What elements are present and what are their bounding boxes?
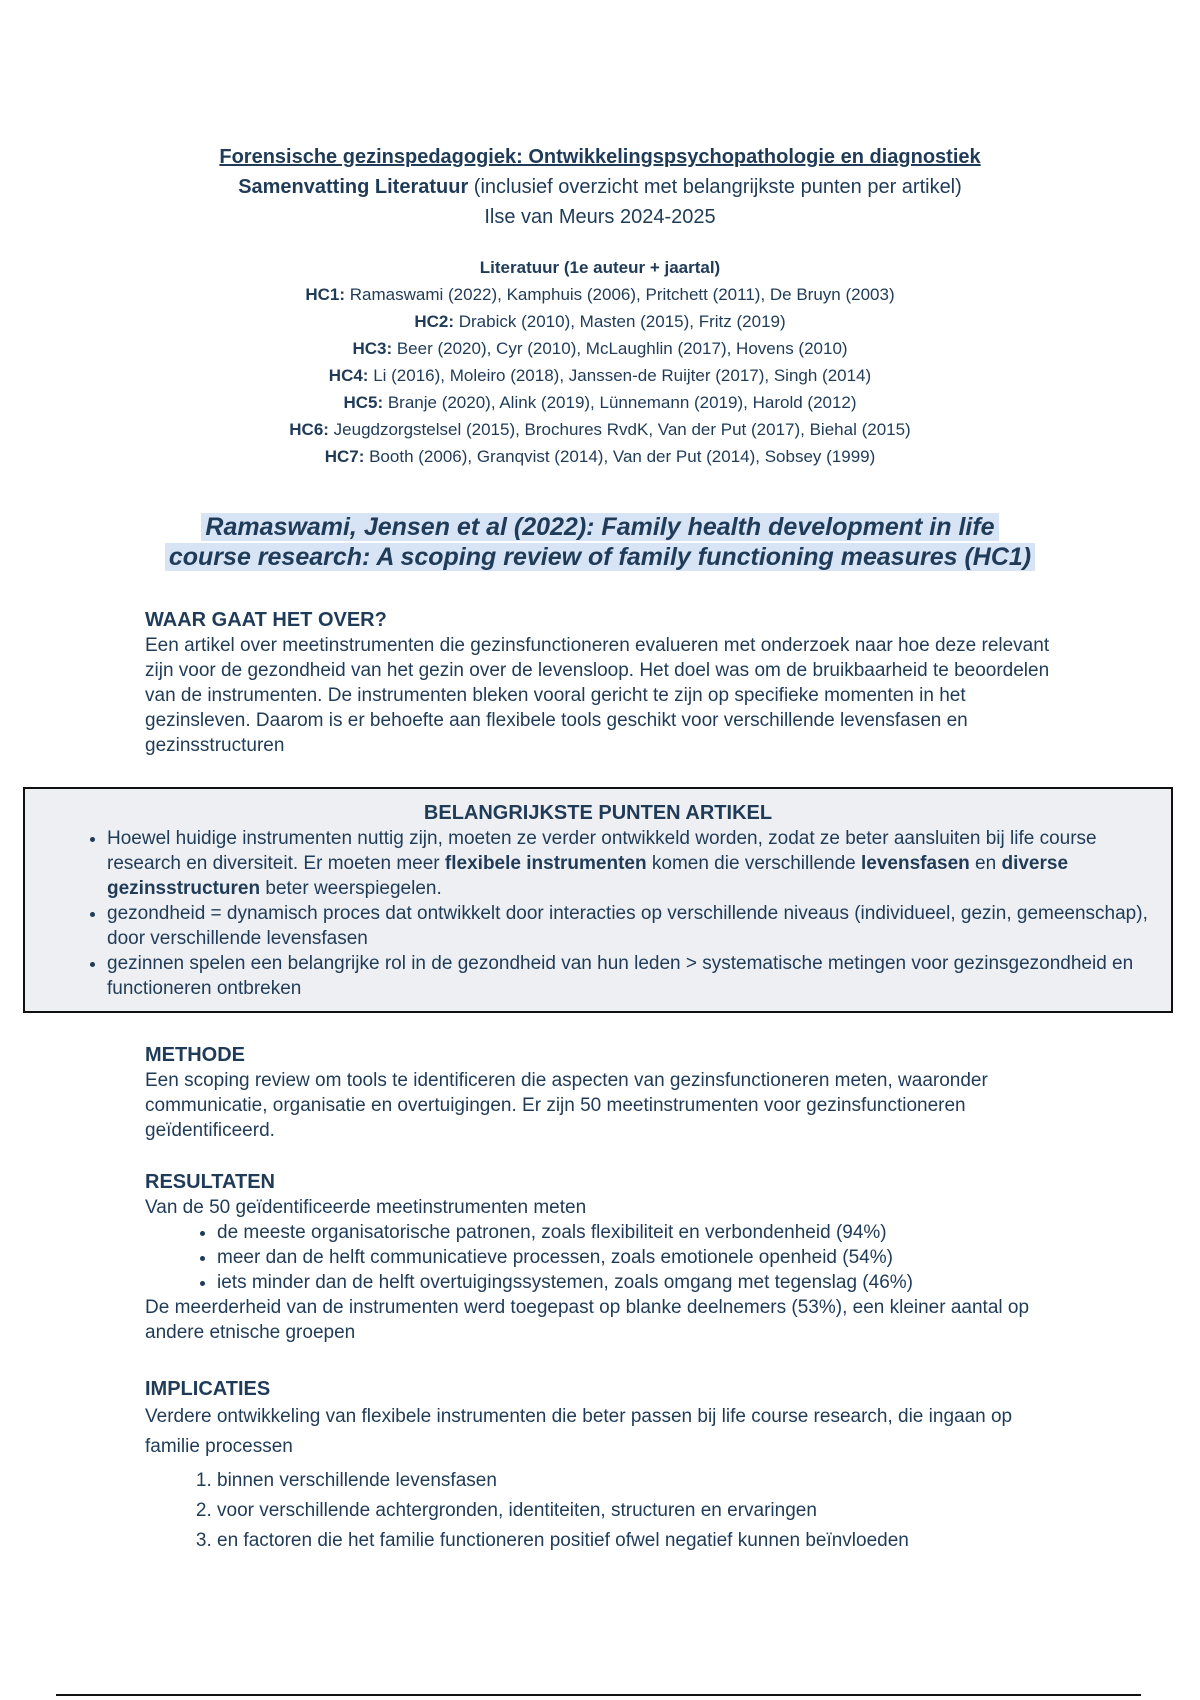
results-outro: De meerderheid van de instrumenten werd toegepast op blanke deelnemers (53%), een kleiner aantal op andere etnische groepen: [145, 1297, 1030, 1343]
hc3-refs: Beer (2020), Cyr (2010), McLaughlin (2017), Hovens (2010): [392, 339, 848, 358]
hc1-refs: Ramaswami (2022), Kamphuis (2006), Pritchett (2011), De Bruyn (2003): [345, 285, 895, 304]
overview-text: Een artikel over meetinstrumenten die gezinsfunctioneren evalueren met onderzoek naar hoe deze relevant zijn voor de gezondheid van het gezin over de levensloop. Het doel was om de bruikbaarheid te beoordelen van de instrumenten. De instrumenten bleken vooral gericht te zijn op specifieke momenten in het gezinsleven. Daarom is er behoefte aan flexibele tools geschikt voor verschillende levensfasen en gezinsstructuren: [145, 635, 1050, 756]
method-section: [145, 1043, 1065, 1143]
article-title-line2: course research: A scoping review of family functioning measures (HC1): [165, 543, 1035, 571]
key-points-box: [23, 787, 1173, 1013]
results-section: [145, 1170, 1065, 1345]
key-point-3: • gezinnen spelen een belangrijke rol in de gezondheid van hun leden > systematische metingen voor gezinsgezondheid en functioneren ontbreken: [107, 951, 1159, 1001]
method-heading: METHODE: [145, 1044, 245, 1066]
document-title: Forensische gezinspedagogiek: Ontwikkelingspsychopathologie en diagnostiek: [219, 146, 981, 168]
method-text: Een scoping review om tools te identificeren die aspecten van gezinsfunctioneren meten, waaronder communicatie, organisatie en overtuigingen. Er zijn 50 meetinstrumenten voor gezinsfunctioneren geïdentificeerd.: [145, 1070, 988, 1141]
literature-line-hc3: [0, 335, 1200, 362]
hc1-label: HC1:: [305, 285, 346, 304]
literature-line-hc2: [0, 308, 1200, 335]
implications-heading: IMPLICATIES: [145, 1378, 271, 1400]
literature-list: [0, 254, 1200, 470]
implications-intro: Verdere ontwikkeling van flexibele instrumenten die beter passen bij life course research, die ingaan op familie processen: [145, 1406, 1013, 1457]
results-heading: RESULTATEN: [145, 1171, 275, 1193]
article-title: [140, 512, 1060, 572]
key-point-2: • gezondheid = dynamisch proces dat ontwikkelt door interacties op verschillende niveaus (individueel, gezin, gemeenschap), door verschillende levensfasen: [107, 901, 1159, 951]
implications-item-1: 1. binnen verschillende levensfasen: [217, 1466, 1065, 1496]
overview-heading: WAAR GAAT HET OVER?: [145, 609, 387, 631]
literature-line-hc4: [0, 362, 1200, 389]
footer-divider: [56, 1694, 1141, 1696]
kp1-text-a: Hoewel huidige instrumenten nuttig zijn, moeten ze verder ontwikkeld worden, zodat ze beter aansluiten bij life course research en diversiteit. Er moeten meer: [107, 828, 1097, 874]
key-points-list: [25, 826, 1171, 1001]
key-points-heading: BELANGRIJKSTE PUNTEN ARTIKEL: [423, 802, 773, 824]
kp1-text-c: komen die verschillende: [646, 853, 861, 874]
hc4-label: HC4:: [328, 366, 369, 385]
literature-line-hc5: [0, 389, 1200, 416]
literature-line-hc7: [0, 443, 1200, 470]
article-title-line1: Ramaswami, Jensen et al (2022): Family health development in life: [201, 513, 998, 541]
implications-item-3: 3. en factoren die het familie functioneren positief ofwel negatief kunnen beïnvloeden: [217, 1526, 1065, 1556]
results-list: [145, 1220, 1065, 1295]
implications-item-2: 2. voor verschillende achtergronden, identiteiten, structuren en ervaringen: [217, 1496, 1065, 1526]
kp1-bold-flexibel: flexibele instrumenten: [444, 853, 647, 874]
hc2-refs: Drabick (2010), Masten (2015), Fritz (2019): [454, 312, 786, 331]
hc7-refs: Booth (2006), Granqvist (2014), Van der Put (2014), Sobsey (1999): [364, 447, 876, 466]
literature-line-hc6: [0, 416, 1200, 443]
kp1-text-e: en: [969, 853, 1002, 874]
literature-line-hc1: [0, 281, 1200, 308]
document-author: Ilse van Meurs 2024-2025: [484, 206, 716, 228]
results-item-2: • meer dan de helft communicatieve processen, zoals emotionele openheid (54%): [217, 1245, 1065, 1270]
hc5-label: HC5:: [343, 393, 384, 412]
hc4-refs: Li (2016), Moleiro (2018), Janssen-de Ruijter (2017), Singh (2014): [368, 366, 872, 385]
results-item-3: • iets minder dan de helft overtuigingssystemen, zoals omgang met tegenslag (46%): [217, 1270, 1065, 1295]
hc3-label: HC3:: [352, 339, 393, 358]
overview-section: [145, 608, 1065, 758]
hc5-refs: Branje (2020), Alink (2019), Lünnemann (2019), Harold (2012): [383, 393, 857, 412]
implications-list: [145, 1466, 1065, 1556]
hc2-label: HC2:: [414, 312, 455, 331]
kp1-text-g: beter weerspiegelen.: [260, 878, 442, 899]
hc7-label: HC7:: [324, 447, 365, 466]
results-item-1: • de meeste organisatorische patronen, zoals flexibiliteit en verbondenheid (94%): [217, 1220, 1065, 1245]
hc6-label: HC6:: [289, 420, 329, 439]
results-intro: Van de 50 geïdentificeerde meetinstrumenten meten: [145, 1197, 587, 1218]
subtitle-rest: (inclusief overzicht met belangrijkste punten per artikel): [468, 176, 962, 198]
document-subtitle: [0, 176, 1200, 199]
hc6-refs: Jeugdzorgstelsel (2015), Brochures RvdK, Van der Put (2017), Biehal (2015): [328, 420, 911, 439]
kp1-bold-levensfasen: levensfasen: [860, 853, 970, 874]
key-point-1: [107, 826, 1159, 901]
implications-section: [145, 1377, 1065, 1556]
subtitle-bold: Samenvatting Literatuur: [238, 176, 469, 198]
kp1-bold-structuren: diverse gezinsstructuren: [107, 853, 1069, 899]
literature-heading: Literatuur (1e auteur + jaartal): [479, 258, 721, 277]
